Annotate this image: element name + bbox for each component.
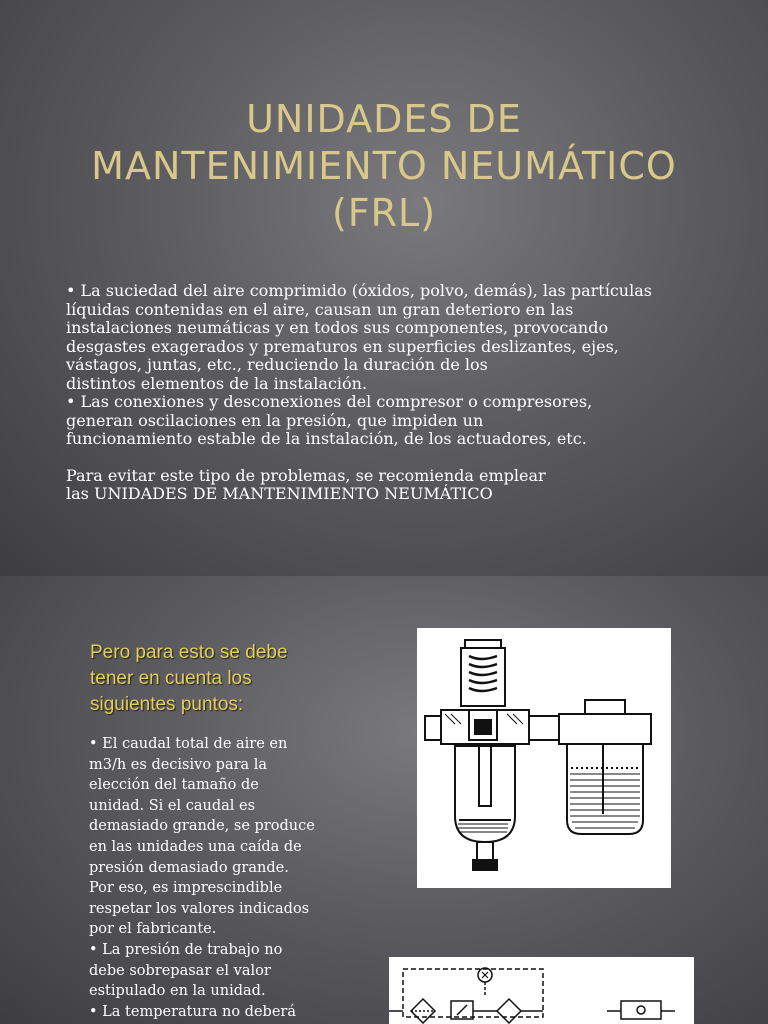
body-line: en las unidades una caída de <box>89 838 302 855</box>
body-line: unidad. Si el caudal es <box>89 797 256 814</box>
slide-title <box>0 96 768 237</box>
body-line: Por eso, es imprescindible <box>89 880 283 897</box>
slide-2-body <box>89 734 339 1022</box>
body-line: respetar los valores indicados <box>89 900 310 917</box>
frl-symbol-icon <box>389 957 694 1024</box>
body-line: funcionamiento estable de la instalación, de los actuadores, etc. <box>66 429 587 448</box>
frl-cutaway-drawing <box>417 628 671 888</box>
body-line: • La suciedad del aire comprimido (óxidos, polvo, demás), las partículas <box>66 281 652 300</box>
body-line: • La temperatura no deberá <box>89 1003 296 1020</box>
body-line: elección del tamaño de <box>89 777 259 794</box>
closing-line: las UNIDADES DE MANTENIMIENTO NEUMÁTICO <box>66 484 493 503</box>
body-line: demasiado grande, se produce <box>89 818 315 835</box>
subhead-line: siguientes puntos: <box>90 694 244 715</box>
subhead-line: Pero para esto se debe <box>90 642 288 663</box>
title-line: MANTENIMIENTO NEUMÁTICO <box>91 144 677 188</box>
body-line: debe sobrepasar el valor <box>89 962 271 979</box>
slide-2-subheading <box>90 640 340 718</box>
body-line: presión demasiado grande. <box>89 859 289 876</box>
body-line: distintos elementos de la instalación. <box>66 373 368 393</box>
body-line: • La presión de trabajo no <box>89 941 283 958</box>
body-line: vástagos, juntas, etc., reduciendo la duración de los <box>66 355 488 374</box>
subhead-line: tener en cuenta los <box>90 668 252 689</box>
body-line: • El caudal total de aire en <box>89 736 288 752</box>
slide-1-body <box>66 282 706 504</box>
title-line: (FRL) <box>331 191 437 235</box>
body-line: por el fabricante. <box>89 921 217 938</box>
body-line: estipulado en la unidad. <box>89 983 266 1000</box>
body-line: m3/h es decisivo para la <box>89 756 268 773</box>
title-line: UNIDADES DE <box>246 97 522 141</box>
body-line: • Las conexiones y desconexiones del compresor o compresores, <box>66 392 593 411</box>
frl-cutaway-icon <box>417 628 671 888</box>
body-line: generan oscilaciones en la presión, que impiden un <box>66 410 484 430</box>
frl-symbol-diagram <box>389 957 694 1024</box>
paragraph-gap <box>66 449 706 467</box>
closing-line: Para evitar este tipo de problemas, se recomienda emplear <box>66 465 546 485</box>
body-line: líquidas contenidas en el aire, causan un gran deterioro en las <box>66 299 574 319</box>
body-line: instalaciones neumáticas y en todos sus componentes, provocando <box>66 318 609 337</box>
body-line: desgastes exagerados y prematuros en superficies deslizantes, ejes, <box>66 336 619 356</box>
